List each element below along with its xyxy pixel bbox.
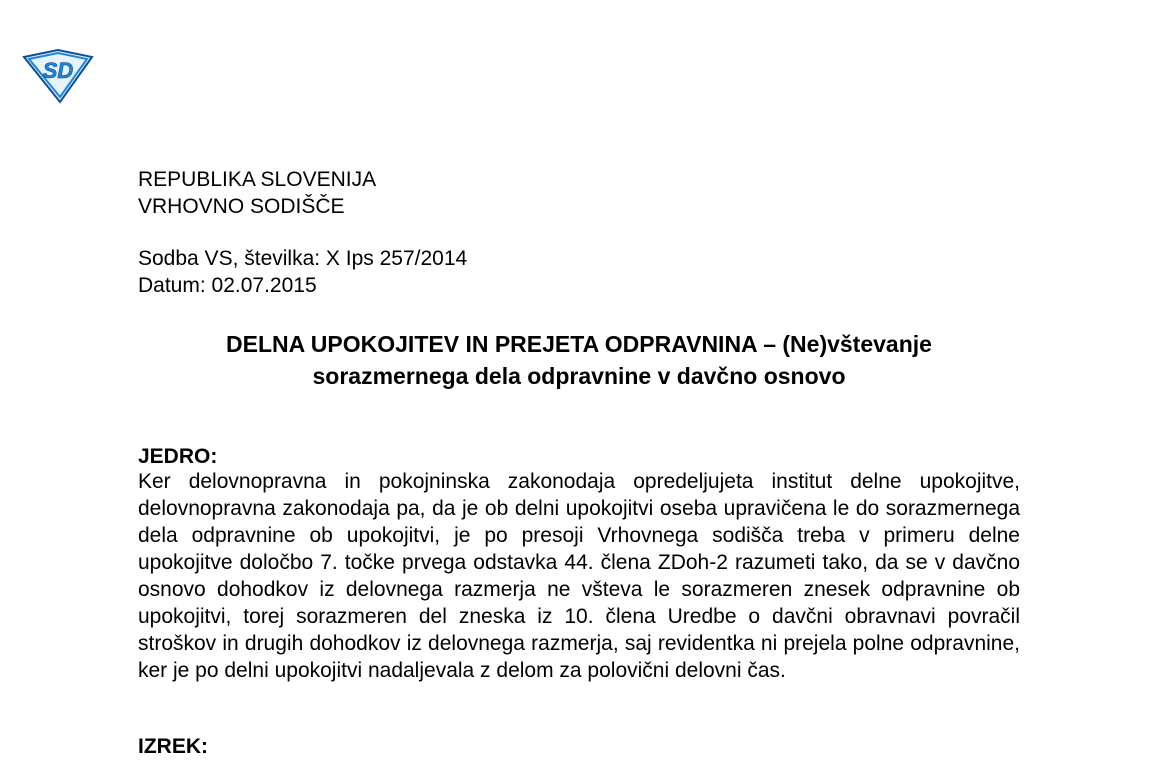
title-line-1: DELNA UPOKOJITEV IN PREJETA ODPRAVNINA – (Ne)vštevanje	[226, 331, 932, 357]
izrek-heading: IZREK:	[138, 735, 208, 758]
title-line-2: sorazmernega dela odpravnine v davčno osnovo	[312, 363, 846, 389]
document-title	[138, 328, 1020, 392]
document-header	[138, 166, 376, 220]
case-number: Sodba VS, številka: X Ips 257/2014	[138, 247, 468, 270]
jedro-paragraph: Ker delovnopravna in pokojninska zakonodaja opredeljujeta institut delne upokojitve, delovnopravna zakonodaja pa, da je ob delni upokojitvi oseba upravičena le do sorazmernega dela odpravnine ob upokojitvi, je po presoji Vrhovnega sodišča treba v primeru delne upokojitve določbo 7. točke prvega odstavka 44. člena ZDoh-2 razumeti tako, da se v davčno osnovo dohodkov iz delovnega razmerja ne všteva le sorazmeren znesek odpravnine ob upokojitvi, torej sorazmeren del zneska iz 10. člena Uredbe o davčni obravnavi povračil stroškov in drugih dohodkov iz delovnega razmerja, saj revidentka ni prejela polne odpravnine, ker je po delni upokojitvi nadaljevala z delom za polovični delovni čas.	[138, 470, 1020, 682]
header-court: VRHOVNO SODIŠČE	[138, 195, 345, 218]
case-meta	[138, 245, 467, 299]
header-country: REPUBLIKA SLOVENIJA	[138, 168, 377, 191]
svg-text:SD: SD	[42, 58, 74, 83]
court-logo-icon	[20, 47, 96, 105]
jedro-heading: JEDRO:	[138, 445, 218, 468]
case-date: Datum: 02.07.2015	[138, 274, 317, 297]
